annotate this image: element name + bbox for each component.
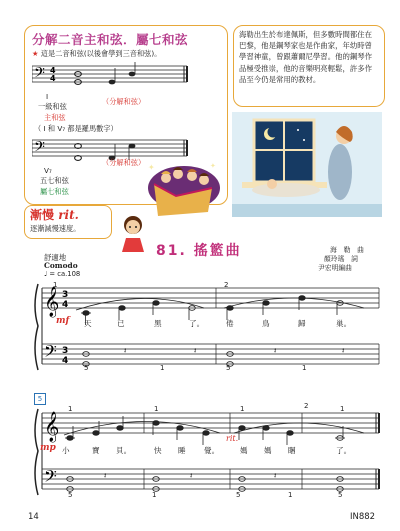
rh-finger: 2 <box>304 402 309 410</box>
lyric: 倦 <box>226 319 234 328</box>
lh-finger: 1 <box>302 364 307 372</box>
lh-finger: 5 <box>68 491 73 499</box>
lh-finger: 5 <box>226 364 231 372</box>
catalog-code: IN882 <box>350 512 376 522</box>
kids-illustration <box>140 160 225 220</box>
lh-finger: 1 <box>288 491 293 499</box>
svg-text:𝄽: 𝄽 <box>342 346 345 355</box>
lh-finger: 5 <box>84 364 89 372</box>
rh-finger: 1 <box>340 405 345 413</box>
metronome: ♩ = ca.108 <box>44 270 81 278</box>
bio-text: 海勒出生於布達佩斯，但多數時間都住在巴黎，他是鋼琴家也是作曲家，年幼時曾學習神童，曾跟蕭爾尼學習。他的鋼琴作品極受推崇，他的音樂明亮輕鬆，許多作品至今仍是常用的教材。 <box>239 30 373 84</box>
lyric: 小 <box>62 446 70 455</box>
svg-text:4: 4 <box>62 300 69 310</box>
rit-heading <box>30 206 79 223</box>
composer: 海 勒 曲 <box>330 246 364 254</box>
svg-text:4: 4 <box>50 74 56 83</box>
rit-desc: 逐漸減慢速度。 <box>30 224 81 233</box>
lh-finger: 1 <box>160 364 165 372</box>
dynamic-mf: mf <box>56 316 70 326</box>
piece-title <box>156 240 242 260</box>
rit-marking: rit. <box>226 434 239 443</box>
rh-finger: 1 <box>240 405 245 413</box>
svg-text:𝄽: 𝄽 <box>124 346 127 355</box>
bass-clef-icon: 𝄢 <box>44 341 57 365</box>
piece-name: 搖籃曲 <box>193 243 242 259</box>
svg-text:𝄽: 𝄽 <box>190 471 193 480</box>
svg-text:𝄽: 𝄽 <box>104 471 107 480</box>
lyric: 了。 <box>336 446 352 455</box>
girl-icon <box>118 214 148 256</box>
dynamic-mp: mp <box>40 443 56 453</box>
theory-intro <box>32 49 161 59</box>
svg-text:4: 4 <box>62 356 69 366</box>
chord1-label: 一級和弦 <box>38 102 67 111</box>
chord2-name: 屬七和弦 <box>40 187 69 196</box>
rit-label-cn: 漸慢 <box>30 208 55 222</box>
lyric: 媽 <box>264 446 272 455</box>
lyric: 了。 <box>189 319 205 328</box>
lullaby-illustration <box>232 112 382 217</box>
lyric: 睡 <box>178 446 186 455</box>
svg-text:𝄽: 𝄽 <box>194 346 197 355</box>
rh-finger: 1 <box>68 405 73 413</box>
chord1-name: 主和弦 <box>44 113 66 122</box>
lyric: 歸 <box>298 319 306 328</box>
lyricist: 顏玲瑤 詞 <box>324 255 358 263</box>
arranger: 尹宏明編曲 <box>318 264 352 272</box>
tempo-it: Comodo <box>44 261 78 270</box>
lyric: 寶 <box>92 446 100 455</box>
svg-text:✦: ✦ <box>210 162 216 170</box>
tempo-cn: 舒適地 <box>44 253 67 262</box>
lyric: 覺。 <box>204 446 220 455</box>
bass-clef-icon: 𝄢 <box>44 466 57 490</box>
lyric: 天 <box>84 319 92 328</box>
lyric: 媽 <box>240 446 248 455</box>
piece-number: 81. <box>156 243 187 259</box>
bass-clef-icon: 𝄢 <box>34 65 45 85</box>
chord1-broken: （分解和弦） <box>102 97 146 106</box>
lyric: 貝。 <box>116 446 132 455</box>
rh-finger: 2 <box>224 281 229 289</box>
lyric: 睏 <box>288 446 296 455</box>
treble-clef-icon: 𝄞 <box>44 287 60 317</box>
svg-text:𝄽: 𝄽 <box>274 471 277 480</box>
lyric: 已 <box>117 319 125 328</box>
chord2-numeral: V₇ <box>44 166 52 175</box>
star-icon: ★ <box>32 49 39 58</box>
lh-finger: 5 <box>338 491 343 499</box>
bass-clef-icon: 𝄢 <box>34 139 45 159</box>
chord2-broken: （分解和弦） <box>102 158 146 167</box>
svg-text:𝄽: 𝄽 <box>274 346 277 355</box>
theory-intro-text: 這是二音和弦(以後會學到三音和弦)。 <box>40 49 162 58</box>
chord2-label: 五七和弦 <box>40 176 69 185</box>
lyric: 巢。 <box>336 319 352 328</box>
lyric: 快 <box>154 446 162 455</box>
roman-note: （ I 和 V₇ 都是羅馬數字） <box>34 124 118 133</box>
lh-finger: 5 <box>236 491 241 499</box>
rit-label-it: rit. <box>58 208 79 222</box>
lyric: 黑 <box>154 319 162 328</box>
theory-title: 分解二音主和弦．屬七和弦 <box>32 32 189 47</box>
tonic-chord-staff <box>32 60 192 90</box>
rh-finger: 1 <box>154 405 159 413</box>
svg-text:3: 3 <box>62 346 69 356</box>
treble-clef-icon: 𝄞 <box>44 412 60 442</box>
svg-text:✦: ✦ <box>148 163 155 172</box>
page-number: 14 <box>28 512 39 522</box>
rh-finger: 1 <box>53 281 58 289</box>
svg-text:3: 3 <box>62 290 69 300</box>
lh-finger: 1 <box>152 491 157 499</box>
measure-number: 5 <box>34 393 46 405</box>
lyric: 鳥 <box>262 319 270 328</box>
chord1-numeral: I <box>46 92 49 101</box>
svg-text:4: 4 <box>50 66 56 75</box>
